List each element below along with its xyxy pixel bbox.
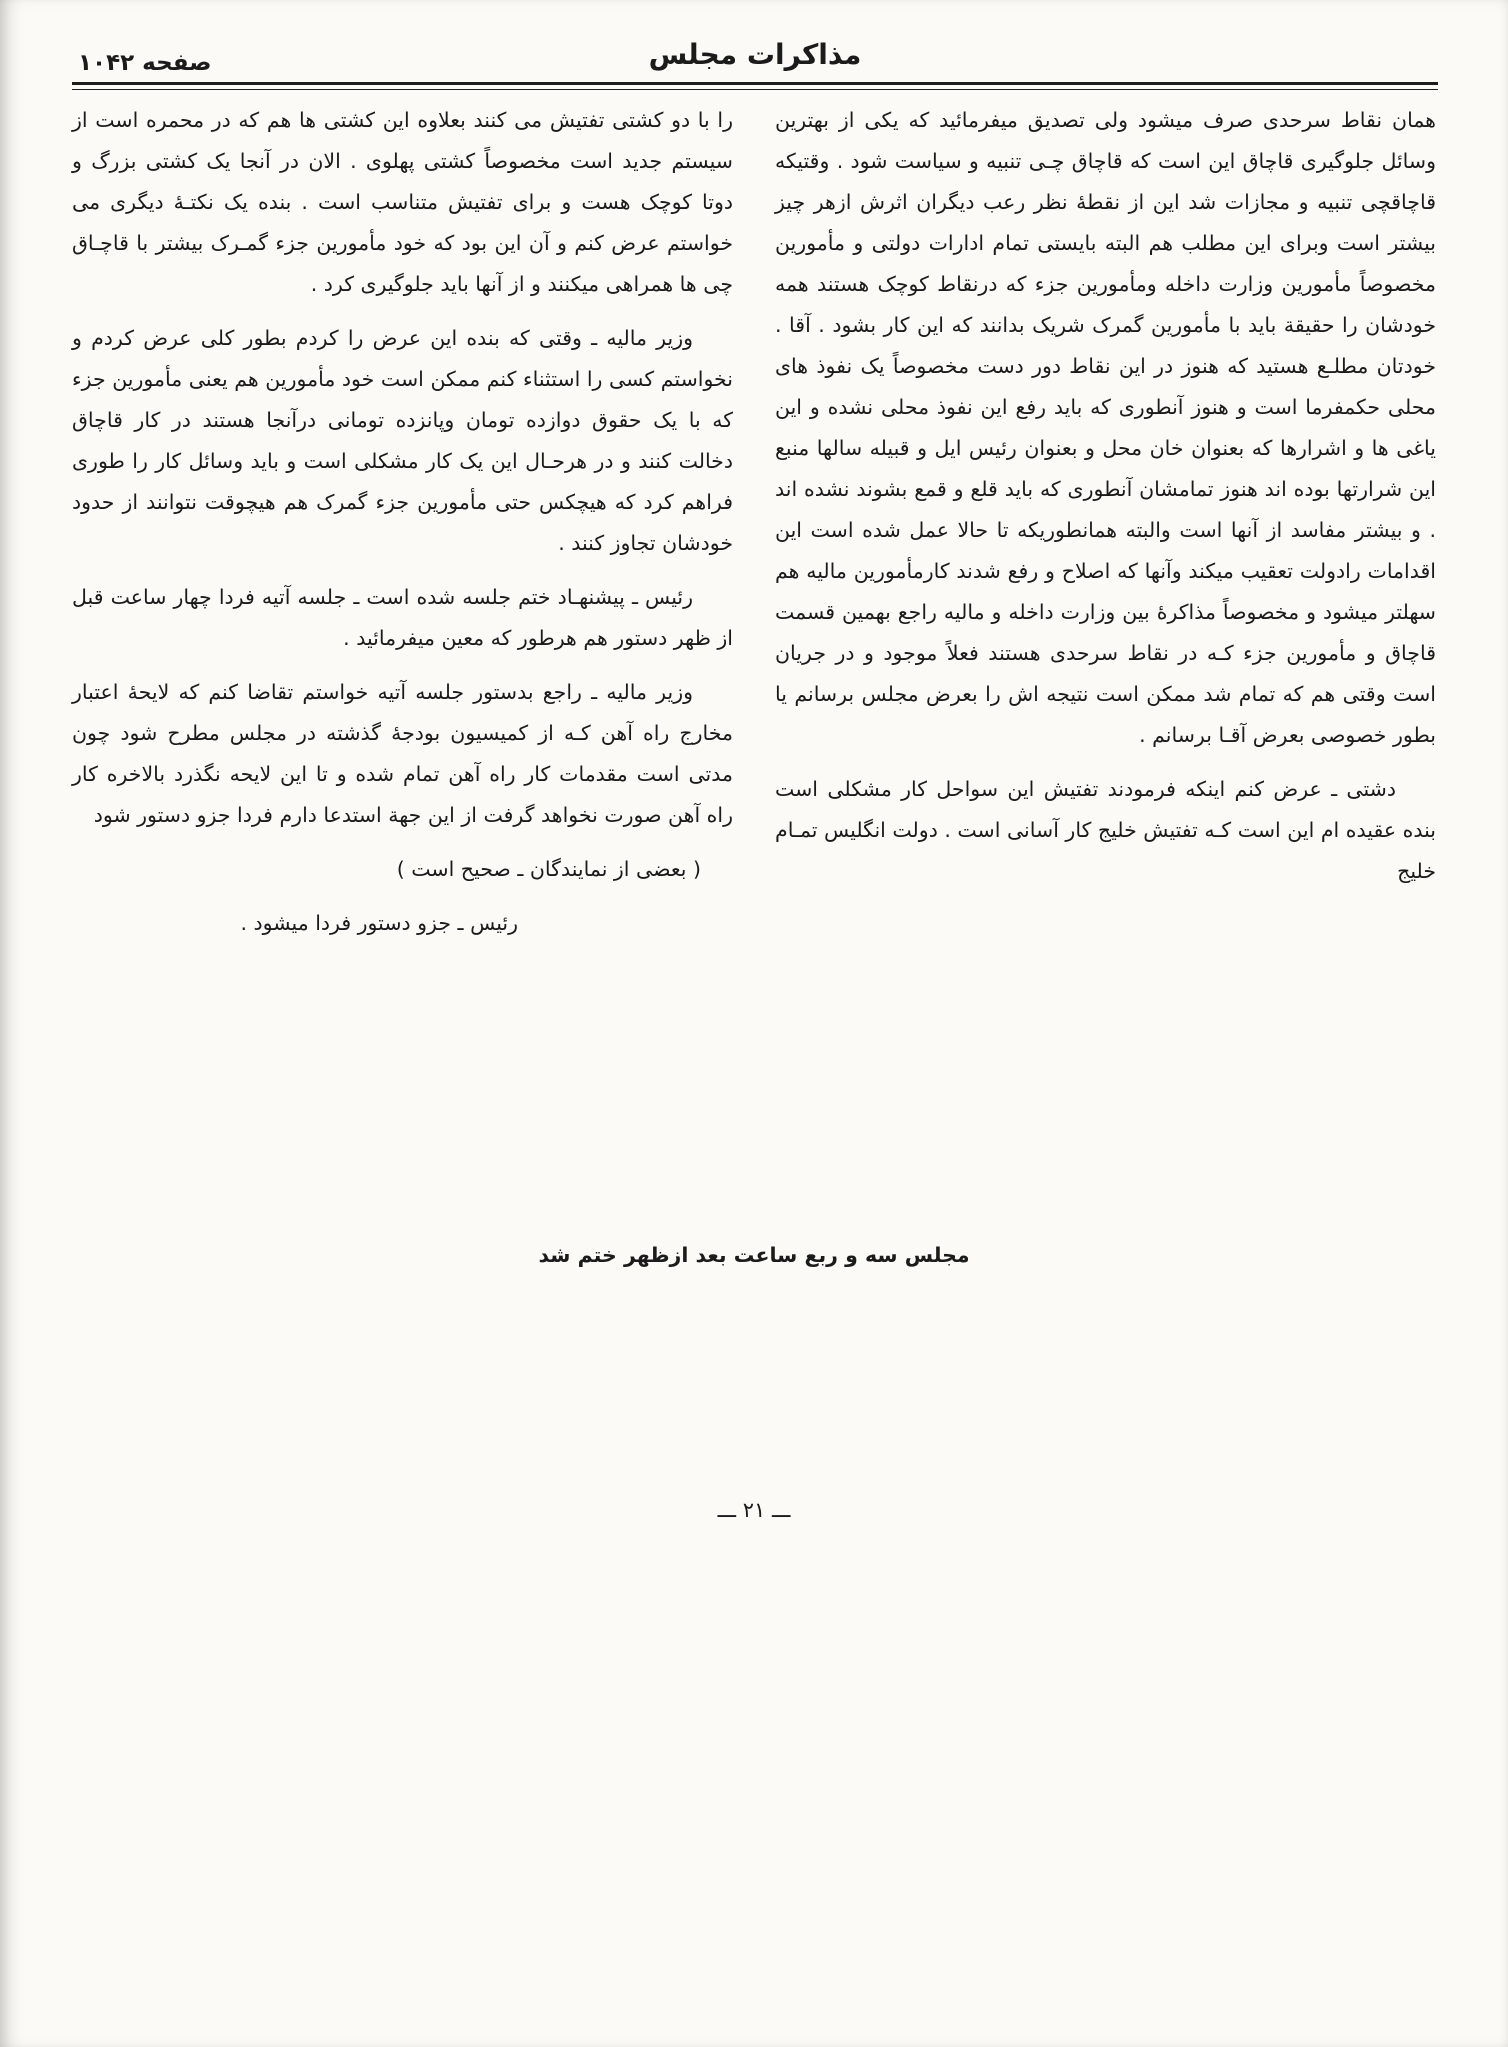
page-label: صفحه ۱۰۴۲	[78, 50, 212, 76]
paragraph: همان نقاط سرحدی صرف میشود ولی تصدیق میفرمائید که یکی از بهترین وسائل جلوگیری قاچاق این است که قاچاق چـی تنبیه و سیاست شود . وقتیکه قاچاقچی تنبیه و مجازات شد این از نقطهٔ نظر رعب دیگران اثرش ازهر چیز بیشتر است وبرای این مطلب هم البته بایستی تمام ادارات دولتی و مأمورین مخصوصاً مأمورین وزارت داخله ومأمورین جزء که درنقاط کوچک هستند همه خودشان را حقیقة باید با مأمورین گمرک شریک بدانند که این کار بشود . آقا . خودتان مطلـع هستید که هنوز در این نقاط دور دست مخصوصاً یک نفوذ های محلی حکمفرما است و هنوز آنطوری که باید رفع این نفوذ محلی نشده و این یاغی ها و اشرارها که بعنوان خان محل و بعنوان رئیس ایل و قبیله سالها منبع این شرارتها بوده اند هنوز تمامشان آنطوری که باید قلع و قمع بشوند نشده اند . و بیشتر مفاسد از آنها است والبته همانطوریکه تا حالا عمل شده است این اقدامات رادولت تعقیب میکند وآنها که اصلاح و رفع شدند کارمأمورین مالیه هم سهلتر میشود و مخصوصاً مذاکرهٔ بین وزارت داخله و مالیه راجع بهمین قسمت قاچاق و مأمورین جزء کـه در نقاط سرحدی هستند فعلاً موجود و در جریان است وقتی هم که تمام شد ممکن است نتیجه اش را بعرض مجلس برسانم یا بطور خصوصی بعرض آقـا برسانم .	[775, 108, 1436, 747]
page-title: مذاکرات مجلس	[648, 38, 862, 71]
page-header	[72, 38, 1438, 96]
page-number: ـــ ۲۱ ـــ	[717, 1498, 791, 1522]
paragraph: وزیر مالیه ـ راجع بدستور جلسه آتیه خواستم تقاضا کنم که لایحهٔ اعتبار مخارج راه آهن کـه از کمیسیون بودجهٔ گذشته در مجلس مطرح شود چون مدتی است مقدمات کار راه آهن تمام شده و تا این لایحه نگذرد بالاخره کار راه آهن صورت نخواهد گرفت از این جهة استدعا دارم فردا جزو دستور شود	[72, 680, 733, 827]
two-column-layout	[72, 100, 1436, 957]
paragraph: دشتی ـ عرض کنم اینکه فرمودند تفتیش این سواحل کار مشکلی است بنده عقیده ام این است کـه تفتیش خلیج کار آسانی است . دولت انگلیس تمـام خلیج	[775, 777, 1436, 883]
paragraph: رئیس ـ جزو دستور فردا میشود .	[240, 911, 518, 935]
column-left	[72, 100, 733, 957]
session-closing-line: مجلس سه و ربع ساعت بعد ازظهر ختم شد	[538, 1243, 970, 1267]
column-right	[775, 100, 1436, 957]
header-double-rule	[72, 82, 1438, 90]
paragraph: را با دو کشتی تفتیش می کنند بعلاوه این کشتی ها هم که در محمره است از سیستم جدید است مخصوصاً کشتی پهلوی . الان در آنجا یک کشتی بزرگ و دوتا کوچک هست و برای تفتیش متناسب است . بنده یک نکتـهٔ دیگری می خواستم عرض کنم و آن این بود که خود مأمورین جزء گمـرک بیشتر با قاچـاق چی ها همراهی میکنند و از آنها باید جلوگیری کرد .	[72, 108, 733, 296]
document-body	[72, 100, 1436, 957]
paragraph: رئیس ـ پیشنهـاد ختم جلسه شده است ـ جلسه آتیه فردا چهار ساعت قبل از ظهر دستور هم هرطور که معین میفرمائید .	[72, 585, 733, 650]
paragraph: وزیر مالیه ـ وقتی که بنده این عرض را کردم بطور کلی عرض کردم و نخواستم کسی را استثناء کنم ممکن است خود مأمورین هم یعنی مأمورین جزء که با یک حقوق دوازده تومان وپانزده تومانی درآنجا هستند در کار قاچاق دخالت کنند و در هرحـال این یک کار مشکلی است و باید وسائل کار را طوری فراهم کرد که هیچکس حتی مأمورین جزء گمرک هم هیچوقت نتوانند از حدود خودشان تجاوز کنند .	[72, 326, 733, 555]
paragraph-interjection: ( بعضی از نمایندگان ـ صحیح است )	[396, 857, 701, 881]
